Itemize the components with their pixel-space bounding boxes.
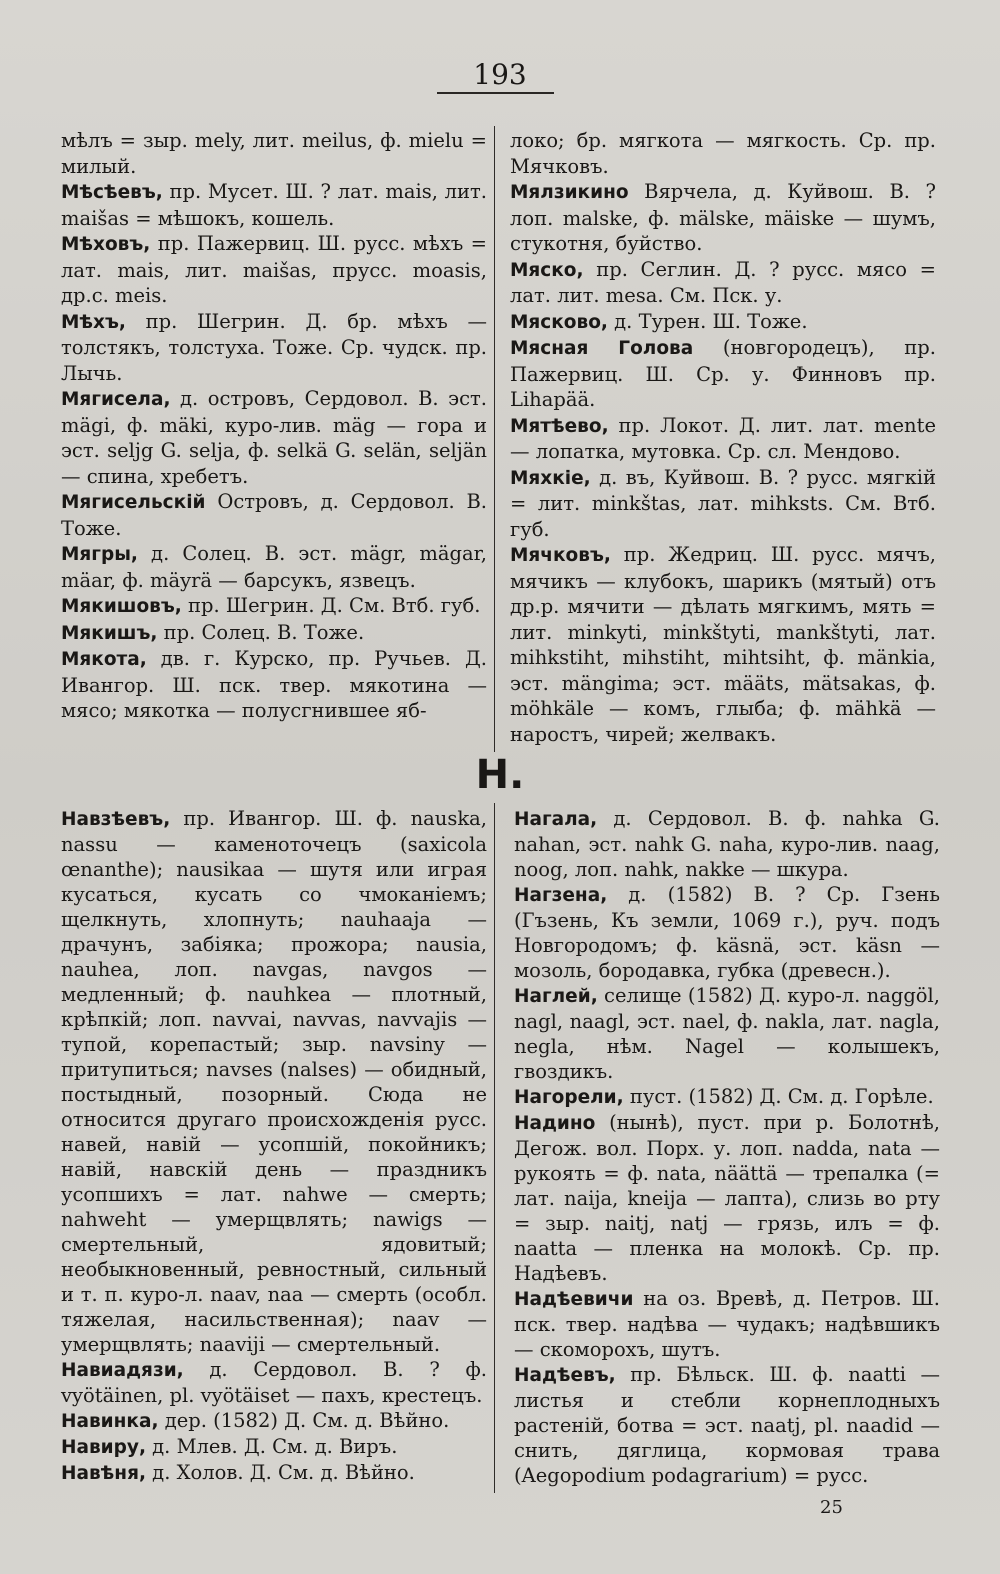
dictionary-entry [510, 257, 936, 309]
top-left-column [61, 128, 487, 724]
entry-body: Островъ, д. Сердовол. В. Тоже. [61, 490, 487, 540]
bottom-right-column [514, 806, 940, 1488]
entry-body: дер. (1582) Д. См. д. Вѣйно. [158, 1409, 450, 1432]
dictionary-entry [61, 128, 487, 179]
entry-body: пр. Шегрин. Д. См. Втб. губ. [181, 594, 481, 617]
dictionary-entry [514, 983, 940, 1084]
dictionary-entry [61, 179, 487, 231]
entry-body: пр. Мусет. Ш. ? лат. mais, лит. maišas = мѣшокъ, кошель. [61, 180, 487, 230]
entry-body: пуст. (1582) Д. См. д. Горѣле. [623, 1085, 934, 1108]
dictionary-entry [61, 806, 487, 1357]
dictionary-entry [514, 806, 940, 882]
entry-body: (новгородецъ), пр. Пажервиц. Ш. Ср. у. Финновъ пр. Lihapää. [510, 336, 936, 411]
entry-headword: Нагала, [514, 809, 598, 830]
section-letter-heading: Н. [475, 752, 525, 798]
dictionary-entry [61, 1460, 487, 1486]
entry-headword: Мячковъ, [510, 545, 611, 566]
entry-headword: Мятѣево, [510, 415, 609, 437]
entry-headword: Наглей, [514, 986, 598, 1007]
dictionary-entry [61, 489, 487, 541]
entry-body: д. Сердовол. В. ? ф. vyötäinen, pl. vyötäiset — пахъ, крестецъ. [61, 1358, 487, 1407]
entry-body: д. Холов. Д. См. д. Вѣйно. [145, 1461, 415, 1484]
entry-headword: Мѣсѣевъ, [61, 182, 163, 203]
entry-body: пр. Сеглин. Д. ? русс. мясо = лат. лит. mesa. См. Пск. у. [510, 257, 936, 307]
dictionary-entry [510, 542, 936, 747]
dictionary-entry [514, 1110, 940, 1286]
entry-body: пр. Шегрин. Д. бр. мѣхъ — толстякъ, толстуха. Тоже. Ср. чудск. пр. Лычь. [61, 309, 487, 385]
entry-body: пр. Бѣльск. Ш. ф. naatti — листья и стебли корнеплодныхъ растеній, ботва = эст. naatj, pl. naadid — снить, дяглица, кормовая трава (Aegopodium podagrarium) = русс. [514, 1363, 940, 1487]
entry-body: д. въ, Куйвош. В. ? русс. мягкій = лит. minkštas, лат. mihksts. См. Втб. губ. [510, 465, 936, 541]
entry-headword: Надино [514, 1113, 596, 1134]
entry-headword: Мягры, [61, 544, 138, 565]
signature-number: 25 [820, 1497, 843, 1518]
dictionary-entry [61, 386, 487, 489]
entry-body: дв. г. Курско, пр. Ручьев. Д. Ивангор. Ш. пск. твер. мякотина — мясо; мякотка — полусгнившее яб- [61, 647, 487, 722]
top-right-column [510, 128, 936, 747]
entry-headword: Мягисельскій [61, 492, 206, 513]
dictionary-entry [514, 1286, 940, 1362]
entry-headword: Надѣевичи [514, 1289, 634, 1310]
dictionary-entry [510, 179, 936, 257]
entry-headword: Нагзена, [514, 885, 608, 906]
bottom-left-column [61, 806, 487, 1486]
entry-body: Вярчела, д. Куйвош. В. ? лоп. malske, ф. mälske, mäiske — шумъ, стукотня, буйство. [510, 180, 936, 255]
entry-body: мѣлъ = зыр. mely, лит. meilus, ф. mielu = милый. [61, 129, 487, 178]
dictionary-entry [510, 309, 936, 336]
entry-body: д. Сердовол. В. ф. nahka G. nahan, эст. nahk G. naha, куро-лив. naag, noog, лоп. nahk, nakke — шкура. [514, 807, 940, 881]
entry-body: пр. Локот. Д. лит. лат. mente — лопатка, мутовка. Ср. сл. Мендово. [510, 413, 936, 463]
dictionary-entry [61, 593, 487, 620]
entry-headword: Мясково, [510, 311, 608, 333]
entry-body: д. Солец. В. эст. mägr, mägar, mäar, ф. mäyrä — барсукъ, язвецъ. [61, 542, 487, 592]
entry-body: д. островъ, Сердовол. В. эст. mägi, ф. mäki, куро-лив. mäg — гора и эст. seljg G. selja, ф. selkä G. selän, seljän — спина, хребетъ. [61, 387, 487, 488]
dictionary-entry [510, 128, 936, 179]
dictionary-entry [61, 620, 487, 647]
dictionary-entry [61, 541, 487, 593]
entry-headword: Навзѣевъ, [61, 809, 171, 830]
entry-body: пр. Ивангор. Ш. ф. nauska, nassu — каменоточецъ (saxicola œnanthe); nausikaa — шутя или играя кусаться, кусать со чмоканіемъ; щелкнуть, хлопнуть; nauhaaja — драчунъ, забіяка; прожора; nausia, nauhea, лоп. navgas, navgos — медленный; ф. nauhkea — плотный, крѣпкій; лоп. navvai, navvas, navvajis — тупой, корепастый; зыр. navsiny — притупиться; navses (nalses) — обидный, постыдный, позорный. Сюда не относится другаго происхожденія русс. навей, навій — усопшій, покойникъ; навій, навскій день — праздникъ усопшихъ = лат. nahwe — смерть; nahweht — умерщвлять; nawigs — смертельный, ядовитый; необыкновенный, ревностный, сильный и т. п. куро-л. naav, naa — смерть (особл. тяжелая, насильственная); naav — умерщвлять; naaviji — смертельный. [61, 807, 487, 1356]
entry-body: д. Млев. Д. См. д. Виръ. [145, 1435, 398, 1458]
entry-body: пр. Пажервиц. Ш. русс. мѣхъ = лат. mais, лит. maišas, прусс. moasis, др.с. meis. [61, 232, 487, 307]
dictionary-entry [61, 1357, 487, 1408]
entry-body: локо; бр. мягкота — мягкость. Ср. пр. Мячковъ. [510, 129, 936, 178]
entry-headword: Мясная Голова [510, 338, 694, 359]
entry-headword: Мяхкіе, [510, 467, 591, 489]
entry-headword: Мяско, [510, 259, 584, 281]
entry-headword: Надѣевъ, [514, 1365, 616, 1386]
dictionary-entry [510, 335, 936, 413]
entry-headword: Мякишовъ, [61, 596, 182, 617]
header-rule [437, 92, 554, 94]
entry-body: селище (1582) Д. куро-л. naggöl, nagl, naagl, эст. nael, ф. nakla, лат. nagla, negla, нѣм. Nagel — колышекъ, гвоздикъ. [514, 984, 940, 1083]
entry-body: на оз. Вревѣ, д. Петров. Ш. пск. твер. надѣва — чудакъ; надѣвшикъ — скоморохъ, шутъ. [514, 1287, 940, 1361]
entry-headword: Мякота, [61, 649, 147, 670]
entry-headword: Навиру, [61, 1437, 146, 1458]
dictionary-entry [514, 1362, 940, 1488]
dictionary-entry [510, 465, 936, 543]
dictionary-entry [61, 1408, 487, 1434]
entry-headword: Навѣня, [61, 1463, 146, 1484]
entry-headword: Мѣхъ, [61, 311, 126, 333]
dictionary-entry [514, 882, 940, 983]
entry-headword: Мялзикино [510, 182, 629, 203]
dictionary-entry [510, 413, 936, 465]
page-number: 193 [473, 58, 527, 91]
entry-headword: Мѣховъ, [61, 234, 151, 255]
dictionary-entry [61, 1434, 487, 1460]
entry-body: (нынѣ), пуст. при р. Болотнѣ, Дегож. вол. Порх. у. лоп. nadda, nata — рукоять = ф. nata, näättä — трепалка (= лат. naija, kneija — лапта), слизь во рту = зыр. naitj, natj — грязь, илъ = ф. naatta — пленка на молокѣ. Ср. пр. Надѣевъ. [514, 1111, 940, 1285]
entry-headword: Нагорели, [514, 1087, 624, 1108]
entry-headword: Мягисела, [61, 389, 171, 410]
dictionary-entry [514, 1084, 940, 1110]
entry-body: пр. Жедриц. Ш. русс. мячъ, мячикъ — клубокъ, шарикъ (мятый) отъ др.р. мячити — дѣлать мягкимъ, мять = лит. minkyti, minkštyti, mankštyti, лат. mihkstiht, mihstiht, mihtsiht, ф. mänkia, эст. mängima; эст. määts, mätsakas, ф. möhkäle — комъ, глыба; ф. mähkä — наростъ, чирей; желвакъ. [510, 543, 936, 746]
dictionary-entry [61, 646, 487, 724]
entry-headword: Мякишъ, [61, 622, 158, 644]
entry-body: д. Турен. Ш. Тоже. [607, 309, 808, 333]
entry-body: д. (1582) В. ? Ср. Гзень (Гъзень, Къ земли, 1069 г.), руч. подъ Новгородомъ; ф. käsnä, эст. käsn — мозоль, бородавка, губка (древесн.). [514, 883, 940, 982]
entry-headword: Навиадязи, [61, 1360, 184, 1381]
column-divider-bottom [494, 803, 495, 1493]
dictionary-entry [61, 231, 487, 309]
dictionary-entry [61, 309, 487, 387]
entry-headword: Навинка, [61, 1411, 159, 1432]
entry-body: пр. Солец. В. Тоже. [157, 620, 365, 644]
column-divider-top [494, 126, 495, 752]
